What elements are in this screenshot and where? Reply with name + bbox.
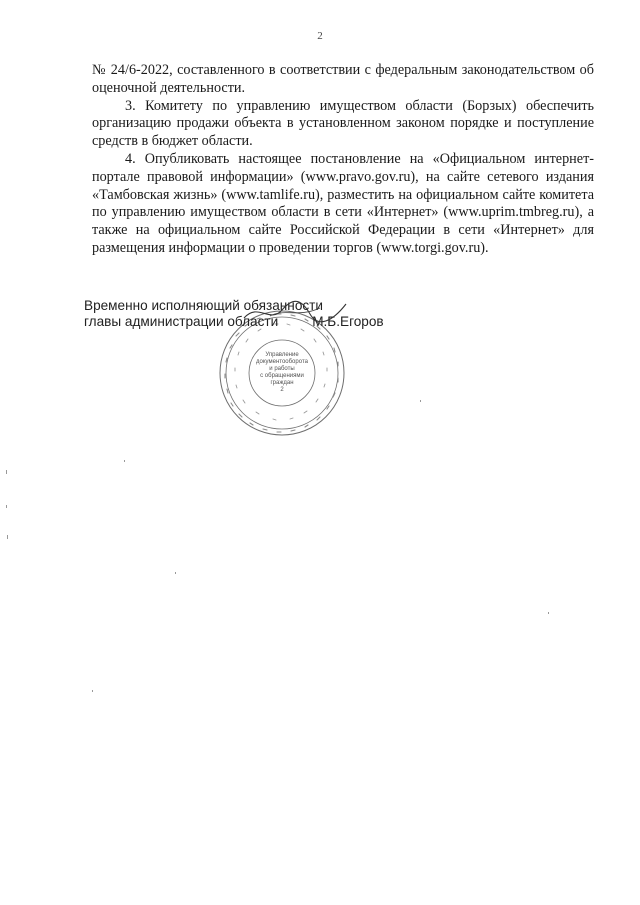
- scan-artifact: [548, 612, 549, 614]
- stamp-inner-text: [250, 341, 314, 405]
- stamp-line: и работы: [269, 366, 295, 372]
- stamp-line: документооборота: [256, 359, 308, 365]
- stamp-line: с обращениями: [260, 373, 304, 379]
- scan-artifact: [7, 535, 8, 539]
- signatory-title-line2: главы администрации области: [84, 314, 279, 329]
- scan-artifact: [6, 470, 7, 474]
- paragraph-continuation: № 24/6-2022, составленного в соответствии с федеральным законодательством об оценочной деятельности.: [92, 62, 594, 96]
- stamp-line: граждан: [270, 380, 294, 386]
- document-body: [92, 62, 594, 258]
- handwritten-signature-icon: [240, 296, 350, 326]
- stamp-line: Управление: [265, 352, 299, 358]
- paragraph-item-4: 4. Опубликовать настоящее постановление на «Официальном интернет-портале правовой информации» (www.pravo.gov.ru), на сайте сетевого издания «Тамбовская жизнь» (www.tamlife.ru), разместить на официальном сайте комитета по управлению имуществом области в сети «Интернет» (www.uprim.tmbreg.ru), а также на официальном сайте Российской Федерации в сети «Интернет» для размещения информации о проведении торгов (www.torgi.gov.ru).: [92, 150, 594, 256]
- scan-artifact: [420, 400, 421, 402]
- signatory-name: М.Б.Егоров: [312, 314, 384, 329]
- stamp-line: 2: [280, 387, 284, 393]
- signatory-title-line1: Временно исполняющий обязанности: [84, 298, 323, 313]
- scan-artifact: [124, 460, 125, 462]
- scan-artifact: [92, 690, 93, 692]
- scan-artifact: [175, 572, 176, 574]
- scan-artifact: [6, 505, 7, 508]
- page-number: 2: [317, 30, 323, 42]
- paragraph-item-3: 3. Комитету по управлению имуществом области (Борзых) обеспечить организацию продажи объекта в установленном законом порядке и поступление средств в бюджет области.: [92, 97, 594, 150]
